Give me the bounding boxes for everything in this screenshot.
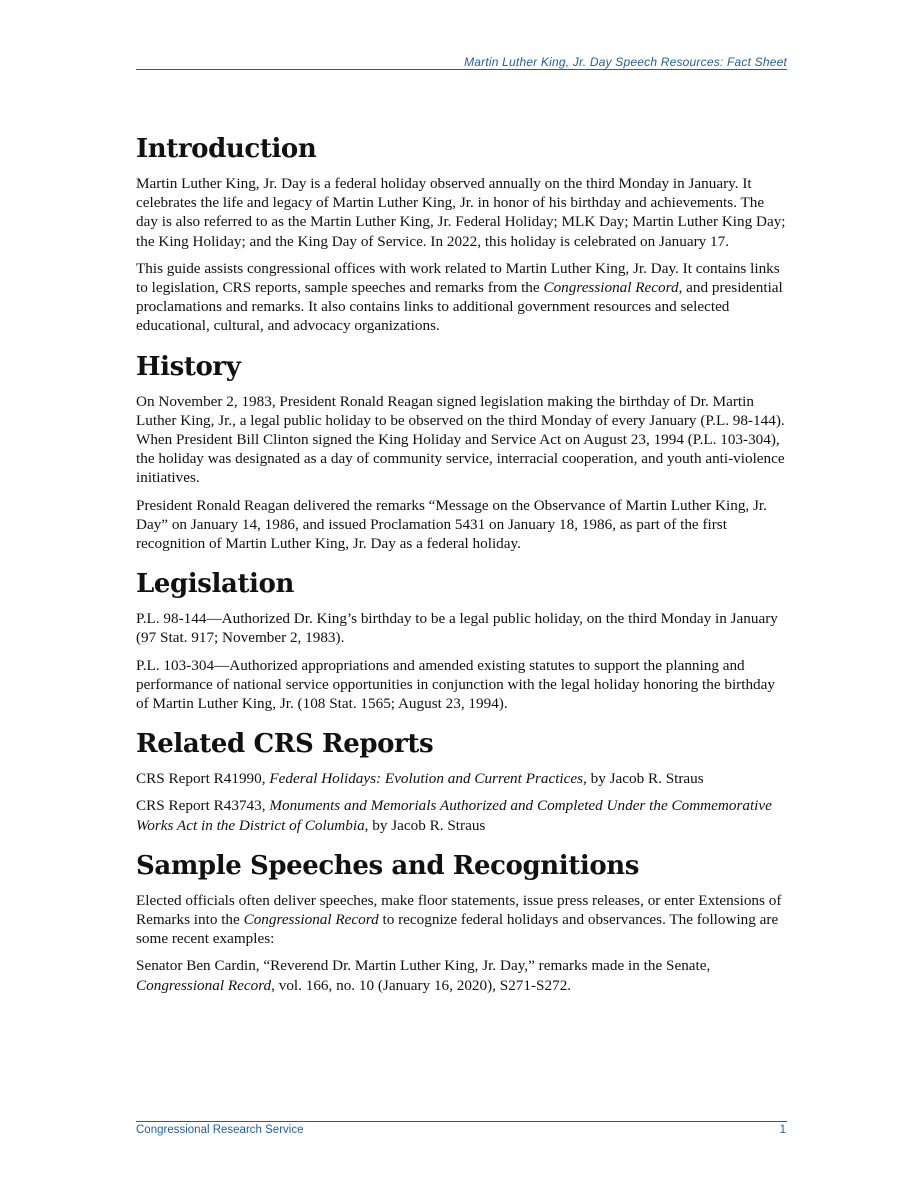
section-heading-crs-reports: Related CRS Reports [136,729,434,760]
text-run: Senator Ben Cardin, “Reverend Dr. Martin Luther King, Jr. Day,” remarks made in the Senate, [136,957,711,975]
report-title-link[interactable]: Federal Holidays: Evolution and Current Practices [269,770,584,788]
text-run: , by Jacob R. Straus [583,770,704,788]
section-heading-speeches: Sample Speeches and Recognitions [136,850,640,881]
crs-report-2 [136,796,788,834]
text-run: CRS Report R43743, [136,797,270,815]
speeches-paragraph-1 [136,891,788,949]
document-body [136,131,788,1003]
page-number: 1 [779,1124,786,1136]
text-run: , vol. 166, no. 10 (January 16, 2020), S271-S272. [271,976,572,994]
congressional-record-title: Congressional Record [543,279,679,297]
congressional-record-title: Congressional Record [136,976,272,994]
footer-rule [136,1121,787,1122]
legislation-item-2: P.L. 103-304—Authorized appropriations and amended existing statutes to support the planning and performance of national service opportunities in conjunction with the legal holiday honoring the birthday of Martin Luther King, Jr. (108 Stat. 1565; August 23, 1994). [136,656,775,713]
text-run: , by Jacob R. Straus [364,816,486,834]
text-run: Elected officials often deliver speeches, make floor statements, issue press releases, or enter Extensions of Remarks into the [136,891,782,929]
section-heading-introduction: Introduction [136,134,317,164]
introduction-paragraph-2 [136,259,788,336]
introduction-paragraph-1: Martin Luther King, Jr. Day is a federal holiday observed annually on the third Monday in January. It celebrates the life and legacy of Martin Luther King, Jr. in honor of his birthday and achievements. The day is also referred to as the Martin Luther King, Jr. Federal Holiday; MLK Day; Martin Luther King Day; the King Holiday; and the King Day of Service. In 2022, this holiday is celebrated on January 17. [136,175,786,250]
text-run: to recognize federal holidays and observances. The following are some recent examples: [136,911,779,948]
history-paragraph-1: On November 2, 1983, President Ronald Reagan signed legislation making the birthday of Dr. Martin Luther King, Jr., a legal public holiday to be observed on the third Monday of every January (P.L. 98-144). When President Bill Clinton signed the King Holiday and Service Act on August 23, 1994 (P.L. 103-304), the holiday was designated as a day of community service, interracial cooperation, and youth anti-violence initiatives. [136,392,785,487]
section-heading-legislation: Legislation [136,569,294,600]
crs-report-1 [136,769,788,788]
section-heading-history: History [136,351,241,382]
text-run: CRS Report R41990, [136,770,270,788]
history-paragraph-2: President Ronald Reagan delivered the remarks “Message on the Observance of Martin Luther King, Jr. Day” on January 14, 1986, and issued Proclamation 5431 on January 18, 1986, as part of the first recognition of Martin Luther King, Jr. Day as a federal holiday. [136,496,767,553]
congressional-record-title: Congressional Record [243,911,379,929]
text-run: , and presidential proclamations and remarks. It also contains links to additional government resources and selected educational, cultural, and advocacy organizations. [136,279,783,335]
report-title-link[interactable]: Monuments and Memorials Authorized and Completed Under the Commemorative Works Act in the District of Columbia [136,797,772,834]
footer-organization: Congressional Research Service [136,1124,304,1136]
header-rule [136,69,787,70]
running-header: Martin Luther King, Jr. Day Speech Resources: Fact Sheet [464,55,787,69]
text-run: This guide assists congressional offices with work related to Martin Luther King, Jr. Day. It contains links to legislation, CRS reports, sample speeches and remarks from the [136,259,780,297]
legislation-item-1: P.L. 98-144—Authorized Dr. King’s birthday to be a legal public holiday, on the third Monday in January (97 Stat. 917; November 2, 1983). [136,610,778,647]
speeches-paragraph-2 [136,956,788,994]
